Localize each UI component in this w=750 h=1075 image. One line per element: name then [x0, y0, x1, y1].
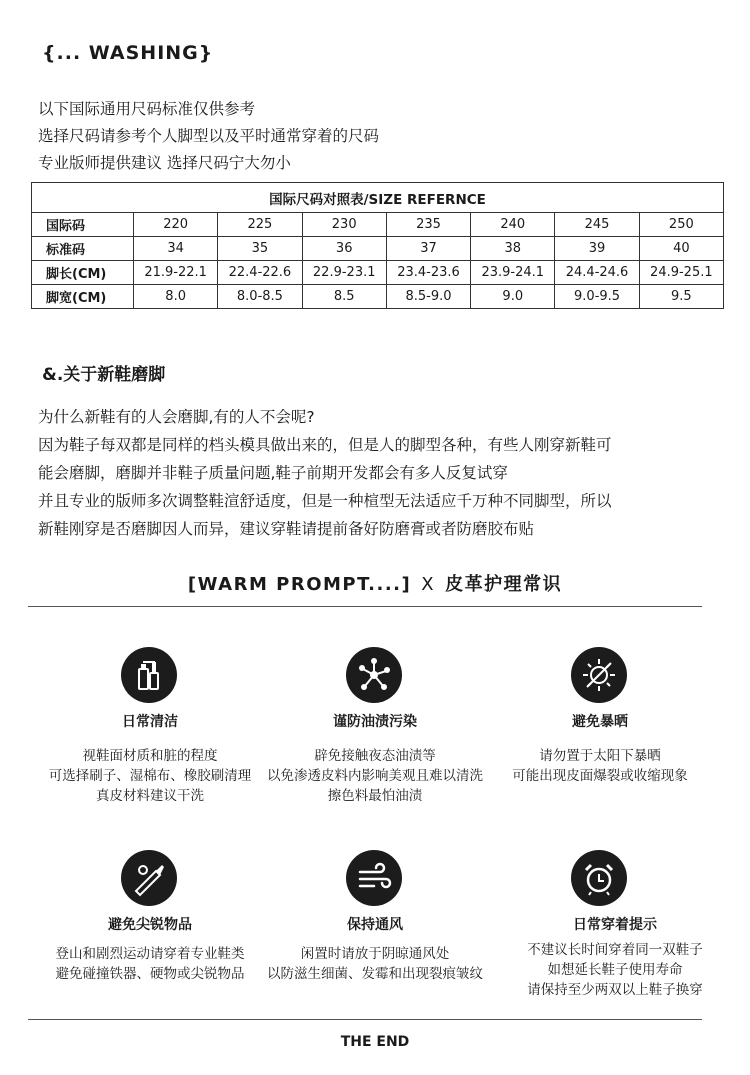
table-cell: 37	[386, 237, 470, 261]
care-item-cleaning	[25, 711, 275, 806]
table-cell: 8.0-8.5	[218, 285, 302, 309]
care-line: 登山和剧烈运动请穿着专业鞋类	[55, 946, 245, 962]
care-desc	[475, 746, 725, 786]
row-label: 脚宽(CM)	[32, 285, 134, 309]
para-line: 并且专业的版师多次调整鞋渲舒适度，但是一种楦型无法适应千万种不同脚型，所以	[38, 492, 612, 510]
warm-prompt-heading	[0, 570, 750, 596]
care-item-oil	[250, 711, 500, 806]
table-cell: 23.4-23.6	[386, 261, 470, 285]
care-line: 请保持至少两双以上鞋子换穿	[527, 982, 703, 998]
para-line: 因为鞋子每双都是同样的档头模具做出来的，但是人的脚型各种，有些人刚穿新鞋可	[38, 436, 612, 454]
care-line: 请勿置于太阳下暴晒	[539, 748, 661, 764]
para-line: 能会磨脚，磨脚并非鞋子质量问题,鞋子前期开发都会有多人反复试穿	[38, 464, 508, 482]
table-cell: 250	[639, 213, 723, 237]
care-line: 可能出现皮面爆裂或收缩现象	[512, 768, 688, 784]
table-row	[32, 213, 724, 237]
table-cell: 8.5-9.0	[386, 285, 470, 309]
divider	[28, 606, 702, 607]
care-title: 谨防油渍污染	[333, 714, 417, 730]
table-cell: 21.9-22.1	[134, 261, 218, 285]
care-item-ventilation	[250, 914, 500, 984]
care-line: 不建议长时间穿着同一双鞋子	[527, 942, 703, 958]
care-line: 擦色料最怕油渍	[327, 788, 423, 804]
table-row	[32, 237, 724, 261]
table-cell: 39	[555, 237, 639, 261]
table-cell: 34	[134, 237, 218, 261]
care-line: 视鞋面材质和脏的程度	[82, 748, 218, 764]
table-cell: 240	[471, 213, 555, 237]
para-line: 新鞋刚穿是否磨脚因人而异，建议穿鞋请提前备好防磨膏或者防磨胶布贴	[38, 520, 535, 538]
care-title: 日常清洁	[122, 714, 178, 730]
stain-icon	[346, 647, 402, 703]
table-cell: 8.5	[302, 285, 386, 309]
care-line: 避免碰撞铁器、硬物或尖锐物品	[55, 966, 245, 982]
size-intro	[38, 96, 379, 177]
table-cell: 225	[218, 213, 302, 237]
knife-icon	[121, 850, 177, 906]
care-line: 闲置时请放于阴晾通风处	[300, 946, 450, 962]
care-line: 可选择刷子、湿棉布、橡胶刷清理	[48, 768, 252, 784]
size-table	[31, 182, 724, 309]
table-cell: 40	[639, 237, 723, 261]
row-label: 标准码	[32, 237, 134, 261]
table-cell: 230	[302, 213, 386, 237]
care-desc	[490, 940, 740, 1000]
table-cell: 22.9-23.1	[302, 261, 386, 285]
table-cell: 36	[302, 237, 386, 261]
divider	[28, 1019, 702, 1020]
care-title: 保持通风	[347, 917, 403, 933]
table-row	[32, 261, 724, 285]
table-cell: 8.0	[134, 285, 218, 309]
care-desc	[250, 746, 500, 806]
alarm-clock-icon	[571, 850, 627, 906]
leather-care-label: 皮革护理常识	[445, 574, 563, 595]
table-cell: 9.0-9.5	[555, 285, 639, 309]
care-line: 真皮材料建议干洗	[96, 788, 204, 804]
table-cell: 235	[386, 213, 470, 237]
care-title: 日常穿着提示	[573, 917, 657, 933]
care-line: 以免渗透皮料内影响美观且难以清洗	[267, 768, 483, 784]
warm-prompt-label: [WARM PROMPT....]	[187, 574, 412, 595]
intro-line: 选择尺码请参考个人脚型以及平时通常穿着的尺码	[38, 127, 380, 145]
sun-icon	[571, 647, 627, 703]
new-shoes-text	[38, 403, 612, 543]
table-cell: 22.4-22.6	[218, 261, 302, 285]
table-row	[32, 285, 724, 309]
care-desc	[25, 944, 275, 984]
size-table-caption: 国际尺码对照表/SIZE REFERNCE	[32, 183, 724, 213]
table-cell: 220	[134, 213, 218, 237]
care-title: 避免尖锐物品	[108, 917, 192, 933]
bottle-icon	[121, 647, 177, 703]
care-desc	[25, 746, 275, 806]
row-label: 国际码	[32, 213, 134, 237]
new-shoes-title: &.关于新鞋磨脚	[42, 365, 166, 385]
table-cell: 38	[471, 237, 555, 261]
separator-x: X	[421, 574, 436, 595]
row-label: 脚长(CM)	[32, 261, 134, 285]
table-cell: 35	[218, 237, 302, 261]
care-line: 以防滋生细菌、发霉和出现裂痕皱纹	[267, 966, 483, 982]
para-line: 为什么新鞋有的人会磨脚,有的人不会呢?	[38, 408, 315, 426]
care-line: 辟免接触夜态油渍等	[314, 748, 436, 764]
table-cell: 245	[555, 213, 639, 237]
wind-icon	[346, 850, 402, 906]
table-cell: 24.9-25.1	[639, 261, 723, 285]
care-item-sharp	[25, 914, 275, 984]
the-end-label: THE END	[340, 1034, 410, 1050]
intro-line: 专业版师提供建议 选择尺码宁大勿小	[38, 154, 291, 172]
intro-line: 以下国际通用尺码标准仅供参考	[38, 100, 256, 118]
care-item-wearing-tips	[490, 914, 740, 1000]
table-cell: 23.9-24.1	[471, 261, 555, 285]
care-line: 如想延长鞋子使用寿命	[547, 962, 683, 978]
care-desc	[250, 944, 500, 984]
table-cell: 9.5	[639, 285, 723, 309]
washing-title: {... WASHING}	[42, 42, 214, 64]
care-item-sun	[475, 711, 725, 786]
table-cell: 9.0	[471, 285, 555, 309]
care-title: 避免暴晒	[572, 714, 628, 730]
table-cell: 24.4-24.6	[555, 261, 639, 285]
